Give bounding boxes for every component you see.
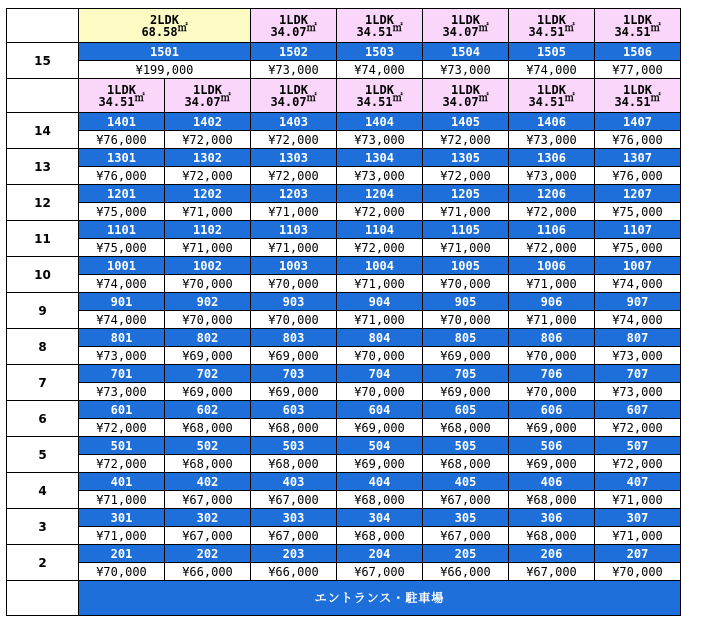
- area-unit: ㎡: [306, 22, 317, 34]
- unit-rent: ¥73,000: [595, 347, 681, 365]
- layout-label: 1LDK: [623, 12, 652, 27]
- area-value: 34.51: [98, 94, 135, 109]
- unit-number: 407: [595, 473, 681, 491]
- unit-number: 903: [251, 293, 337, 311]
- room-type-header: [251, 79, 337, 113]
- unit-rent: ¥71,000: [79, 491, 165, 509]
- floor-label: 13: [7, 149, 79, 185]
- unit-number: 201: [79, 545, 165, 563]
- unit-rent: ¥76,000: [79, 167, 165, 185]
- unit-number: 403: [251, 473, 337, 491]
- room-type-header: [337, 9, 423, 43]
- layout-label: 1LDK: [537, 82, 566, 97]
- unit-number: 904: [337, 293, 423, 311]
- area-label: [251, 22, 336, 39]
- area-unit: ㎡: [392, 92, 403, 104]
- spacer-cell: [7, 79, 79, 113]
- unit-rent: ¥67,000: [423, 491, 509, 509]
- unit-rent: ¥75,000: [79, 203, 165, 221]
- unit-number: 1101: [79, 221, 165, 239]
- unit-number: 205: [423, 545, 509, 563]
- unit-rent: ¥70,000: [165, 275, 251, 293]
- unit-number: 1005: [423, 257, 509, 275]
- layout-label: 1LDK: [365, 12, 394, 27]
- floor-label: 12: [7, 185, 79, 221]
- room-type-header: [423, 79, 509, 113]
- unit-rent: ¥70,000: [251, 311, 337, 329]
- floor-label: 15: [7, 43, 79, 79]
- area-value: 34.07: [184, 94, 221, 109]
- unit-rent: ¥66,000: [251, 563, 337, 581]
- layout-label: 1LDK: [451, 12, 480, 27]
- layout-label: 1LDK: [279, 82, 308, 97]
- area-label: [509, 22, 594, 39]
- area-value: 34.51: [614, 94, 651, 109]
- unit-rent: ¥71,000: [165, 203, 251, 221]
- area-value: 34.51: [614, 24, 651, 39]
- unit-number: 1406: [509, 113, 595, 131]
- unit-number: 405: [423, 473, 509, 491]
- unit-rent: ¥74,000: [337, 61, 423, 79]
- unit-rent: ¥68,000: [509, 491, 595, 509]
- unit-number: 1007: [595, 257, 681, 275]
- unit-rent: ¥74,000: [595, 311, 681, 329]
- unit-number: 1104: [337, 221, 423, 239]
- unit-rent: ¥72,000: [79, 419, 165, 437]
- area-unit: ㎡: [564, 22, 575, 34]
- unit-rent: ¥71,000: [251, 203, 337, 221]
- floor-label: 14: [7, 113, 79, 149]
- unit-rent: ¥72,000: [165, 167, 251, 185]
- unit-rent: ¥67,000: [165, 491, 251, 509]
- area-label: [423, 22, 508, 39]
- unit-rent: ¥67,000: [423, 527, 509, 545]
- unit-rent: ¥74,000: [79, 275, 165, 293]
- unit-number: 404: [337, 473, 423, 491]
- floor-label: 3: [7, 509, 79, 545]
- unit-rent: ¥73,000: [509, 167, 595, 185]
- unit-rent: ¥66,000: [165, 563, 251, 581]
- unit-rent: ¥72,000: [423, 131, 509, 149]
- unit-rent: ¥72,000: [337, 203, 423, 221]
- unit-number: 706: [509, 365, 595, 383]
- unit-number: 1204: [337, 185, 423, 203]
- floor-label: 4: [7, 473, 79, 509]
- unit-rent: ¥69,000: [509, 455, 595, 473]
- unit-rent: ¥67,000: [509, 563, 595, 581]
- unit-number: 401: [79, 473, 165, 491]
- layout-label: 1LDK: [107, 82, 136, 97]
- unit-number: 505: [423, 437, 509, 455]
- unit-number: 607: [595, 401, 681, 419]
- ground-floor-cell: [7, 581, 79, 616]
- unit-rent: ¥73,000: [79, 347, 165, 365]
- room-type-header: [509, 9, 595, 43]
- unit-number: 1404: [337, 113, 423, 131]
- unit-rent: ¥70,000: [509, 383, 595, 401]
- unit-rent: ¥73,000: [337, 167, 423, 185]
- unit-number: 907: [595, 293, 681, 311]
- unit-number: 1303: [251, 149, 337, 167]
- unit-rent: ¥67,000: [251, 527, 337, 545]
- unit-rent: ¥72,000: [251, 131, 337, 149]
- unit-number: 1301: [79, 149, 165, 167]
- unit-number: 1502: [251, 43, 337, 61]
- unit-number: 1002: [165, 257, 251, 275]
- unit-rent: ¥68,000: [509, 527, 595, 545]
- unit-rent: ¥68,000: [337, 527, 423, 545]
- unit-number: 307: [595, 509, 681, 527]
- unit-number: 701: [79, 365, 165, 383]
- unit-rent: ¥68,000: [251, 455, 337, 473]
- unit-number: 402: [165, 473, 251, 491]
- area-label: [165, 92, 250, 109]
- unit-rent: ¥71,000: [595, 527, 681, 545]
- unit-rent: ¥75,000: [595, 203, 681, 221]
- unit-number: 501: [79, 437, 165, 455]
- unit-rent: ¥73,000: [337, 131, 423, 149]
- area-value: 34.51: [528, 24, 565, 39]
- room-type-header: [251, 9, 337, 43]
- unit-rent: ¥71,000: [251, 239, 337, 257]
- unit-rent: ¥199,000: [79, 61, 251, 79]
- area-label: [337, 92, 422, 109]
- unit-rent: ¥70,000: [165, 311, 251, 329]
- unit-rent: ¥71,000: [509, 275, 595, 293]
- unit-rent: ¥66,000: [423, 563, 509, 581]
- area-unit: ㎡: [220, 92, 231, 104]
- layout-label: 2LDK: [150, 12, 179, 27]
- unit-number: 204: [337, 545, 423, 563]
- floor-label: 5: [7, 437, 79, 473]
- unit-number: 1401: [79, 113, 165, 131]
- unit-rent: ¥71,000: [337, 275, 423, 293]
- area-unit: ㎡: [134, 92, 145, 104]
- corner-cell: [7, 9, 79, 43]
- unit-number: 1001: [79, 257, 165, 275]
- unit-number: 1102: [165, 221, 251, 239]
- area-value: 34.51: [528, 94, 565, 109]
- room-type-header: [595, 79, 681, 113]
- layout-label: 1LDK: [193, 82, 222, 97]
- unit-number: 1405: [423, 113, 509, 131]
- unit-number: 302: [165, 509, 251, 527]
- unit-rent: ¥69,000: [337, 455, 423, 473]
- unit-number: 606: [509, 401, 595, 419]
- unit-rent: ¥71,000: [165, 239, 251, 257]
- area-value: 34.51: [356, 24, 393, 39]
- room-type-header: [165, 79, 251, 113]
- layout-label: 1LDK: [537, 12, 566, 27]
- unit-number: 602: [165, 401, 251, 419]
- unit-rent: ¥73,000: [595, 383, 681, 401]
- unit-rent: ¥72,000: [509, 203, 595, 221]
- unit-rent: ¥69,000: [337, 419, 423, 437]
- unit-number: 605: [423, 401, 509, 419]
- area-unit: ㎡: [306, 92, 317, 104]
- unit-number: 705: [423, 365, 509, 383]
- unit-number: 1407: [595, 113, 681, 131]
- unit-number: 1501: [79, 43, 251, 61]
- unit-number: 1205: [423, 185, 509, 203]
- unit-number: 1107: [595, 221, 681, 239]
- unit-number: 1206: [509, 185, 595, 203]
- area-label: [251, 92, 336, 109]
- area-label: [337, 22, 422, 39]
- unit-number: 806: [509, 329, 595, 347]
- unit-rent: ¥70,000: [337, 347, 423, 365]
- unit-number: 902: [165, 293, 251, 311]
- floor-label: 8: [7, 329, 79, 365]
- unit-number: 1202: [165, 185, 251, 203]
- unit-rent: ¥72,000: [337, 239, 423, 257]
- unit-number: 901: [79, 293, 165, 311]
- unit-number: 406: [509, 473, 595, 491]
- unit-rent: ¥71,000: [337, 311, 423, 329]
- area-value: 34.07: [442, 24, 479, 39]
- unit-rent: ¥73,000: [79, 383, 165, 401]
- area-unit: ㎡: [392, 22, 403, 34]
- area-unit: ㎡: [478, 92, 489, 104]
- unit-number: 1305: [423, 149, 509, 167]
- unit-number: 804: [337, 329, 423, 347]
- unit-rent: ¥68,000: [423, 455, 509, 473]
- room-type-header: [423, 9, 509, 43]
- unit-rent: ¥77,000: [595, 61, 681, 79]
- area-value: 34.07: [270, 94, 307, 109]
- unit-number: 1503: [337, 43, 423, 61]
- unit-number: 1201: [79, 185, 165, 203]
- unit-rent: ¥75,000: [595, 239, 681, 257]
- unit-number: 303: [251, 509, 337, 527]
- unit-rent: ¥76,000: [595, 131, 681, 149]
- unit-number: 207: [595, 545, 681, 563]
- unit-rent: ¥69,000: [251, 383, 337, 401]
- area-label: [509, 92, 594, 109]
- unit-number: 1505: [509, 43, 595, 61]
- unit-rent: ¥68,000: [165, 455, 251, 473]
- unit-rent: ¥71,000: [79, 527, 165, 545]
- unit-rent: ¥68,000: [165, 419, 251, 437]
- entrance-parking-label: エントランス・駐車場: [79, 581, 681, 616]
- unit-rent: ¥74,000: [595, 275, 681, 293]
- unit-number: 504: [337, 437, 423, 455]
- unit-number: 305: [423, 509, 509, 527]
- unit-rent: ¥69,000: [509, 419, 595, 437]
- unit-rent: ¥72,000: [423, 167, 509, 185]
- unit-rent: ¥71,000: [423, 239, 509, 257]
- layout-label: 1LDK: [451, 82, 480, 97]
- room-type-header: [79, 79, 165, 113]
- floor-label: 10: [7, 257, 79, 293]
- room-type-header: [79, 9, 251, 43]
- area-label: [79, 22, 250, 39]
- unit-rent: ¥68,000: [337, 491, 423, 509]
- area-value: 34.51: [356, 94, 393, 109]
- unit-number: 603: [251, 401, 337, 419]
- unit-number: 801: [79, 329, 165, 347]
- floor-label: 11: [7, 221, 79, 257]
- unit-rent: ¥70,000: [79, 563, 165, 581]
- unit-rent: ¥74,000: [509, 61, 595, 79]
- unit-number: 604: [337, 401, 423, 419]
- unit-number: 1105: [423, 221, 509, 239]
- unit-number: 1504: [423, 43, 509, 61]
- unit-number: 507: [595, 437, 681, 455]
- unit-rent: ¥72,000: [595, 455, 681, 473]
- unit-rent: ¥72,000: [251, 167, 337, 185]
- unit-number: 1106: [509, 221, 595, 239]
- unit-number: 503: [251, 437, 337, 455]
- floor-label: 7: [7, 365, 79, 401]
- unit-number: 1306: [509, 149, 595, 167]
- floor-plan-table: [6, 8, 681, 616]
- area-unit: ㎡: [478, 22, 489, 34]
- area-unit: ㎡: [650, 22, 661, 34]
- unit-number: 1006: [509, 257, 595, 275]
- unit-rent: ¥69,000: [165, 347, 251, 365]
- unit-rent: ¥68,000: [251, 419, 337, 437]
- unit-rent: ¥67,000: [251, 491, 337, 509]
- unit-rent: ¥70,000: [595, 563, 681, 581]
- unit-rent: ¥69,000: [423, 383, 509, 401]
- unit-number: 301: [79, 509, 165, 527]
- unit-rent: ¥72,000: [79, 455, 165, 473]
- unit-rent: ¥75,000: [79, 239, 165, 257]
- layout-label: 1LDK: [365, 82, 394, 97]
- unit-rent: ¥69,000: [165, 383, 251, 401]
- unit-number: 1506: [595, 43, 681, 61]
- unit-number: 1207: [595, 185, 681, 203]
- unit-rent: ¥71,000: [509, 311, 595, 329]
- floor-label: 2: [7, 545, 79, 581]
- unit-number: 707: [595, 365, 681, 383]
- unit-rent: ¥76,000: [595, 167, 681, 185]
- layout-label: 1LDK: [279, 12, 308, 27]
- unit-number: 1004: [337, 257, 423, 275]
- unit-number: 1003: [251, 257, 337, 275]
- unit-rent: ¥70,000: [251, 275, 337, 293]
- unit-rent: ¥68,000: [423, 419, 509, 437]
- unit-number: 906: [509, 293, 595, 311]
- unit-rent: ¥73,000: [509, 131, 595, 149]
- unit-number: 202: [165, 545, 251, 563]
- unit-rent: ¥69,000: [423, 347, 509, 365]
- unit-number: 1103: [251, 221, 337, 239]
- unit-rent: ¥70,000: [509, 347, 595, 365]
- area-label: [79, 92, 164, 109]
- floor-plan-body: [7, 9, 681, 616]
- area-value: 68.58: [141, 24, 178, 39]
- unit-number: 203: [251, 545, 337, 563]
- area-unit: ㎡: [650, 92, 661, 104]
- unit-rent: ¥72,000: [595, 419, 681, 437]
- unit-number: 601: [79, 401, 165, 419]
- unit-rent: ¥73,000: [423, 61, 509, 79]
- unit-number: 1304: [337, 149, 423, 167]
- room-type-header: [337, 79, 423, 113]
- room-type-header: [595, 9, 681, 43]
- unit-number: 1302: [165, 149, 251, 167]
- unit-rent: ¥71,000: [423, 203, 509, 221]
- unit-rent: ¥69,000: [251, 347, 337, 365]
- floor-label: 9: [7, 293, 79, 329]
- area-label: [595, 22, 680, 39]
- unit-number: 304: [337, 509, 423, 527]
- unit-number: 802: [165, 329, 251, 347]
- unit-rent: ¥72,000: [165, 131, 251, 149]
- unit-number: 1307: [595, 149, 681, 167]
- area-unit: ㎡: [177, 22, 188, 34]
- floor-label: 6: [7, 401, 79, 437]
- unit-number: 1402: [165, 113, 251, 131]
- unit-rent: ¥70,000: [423, 275, 509, 293]
- area-label: [423, 92, 508, 109]
- unit-rent: ¥73,000: [251, 61, 337, 79]
- unit-number: 703: [251, 365, 337, 383]
- unit-number: 506: [509, 437, 595, 455]
- unit-rent: ¥70,000: [423, 311, 509, 329]
- area-value: 34.07: [442, 94, 479, 109]
- unit-number: 805: [423, 329, 509, 347]
- unit-number: 502: [165, 437, 251, 455]
- area-unit: ㎡: [564, 92, 575, 104]
- unit-rent: ¥72,000: [509, 239, 595, 257]
- unit-number: 704: [337, 365, 423, 383]
- area-label: [595, 92, 680, 109]
- unit-number: 1203: [251, 185, 337, 203]
- unit-rent: ¥71,000: [595, 491, 681, 509]
- unit-number: 206: [509, 545, 595, 563]
- unit-number: 306: [509, 509, 595, 527]
- room-type-header: [509, 79, 595, 113]
- area-value: 34.07: [270, 24, 307, 39]
- layout-label: 1LDK: [623, 82, 652, 97]
- unit-number: 803: [251, 329, 337, 347]
- unit-number: 702: [165, 365, 251, 383]
- unit-rent: ¥76,000: [79, 131, 165, 149]
- unit-rent: ¥70,000: [337, 383, 423, 401]
- unit-rent: ¥67,000: [165, 527, 251, 545]
- unit-number: 807: [595, 329, 681, 347]
- unit-number: 905: [423, 293, 509, 311]
- unit-number: 1403: [251, 113, 337, 131]
- unit-rent: ¥74,000: [79, 311, 165, 329]
- unit-rent: ¥67,000: [337, 563, 423, 581]
